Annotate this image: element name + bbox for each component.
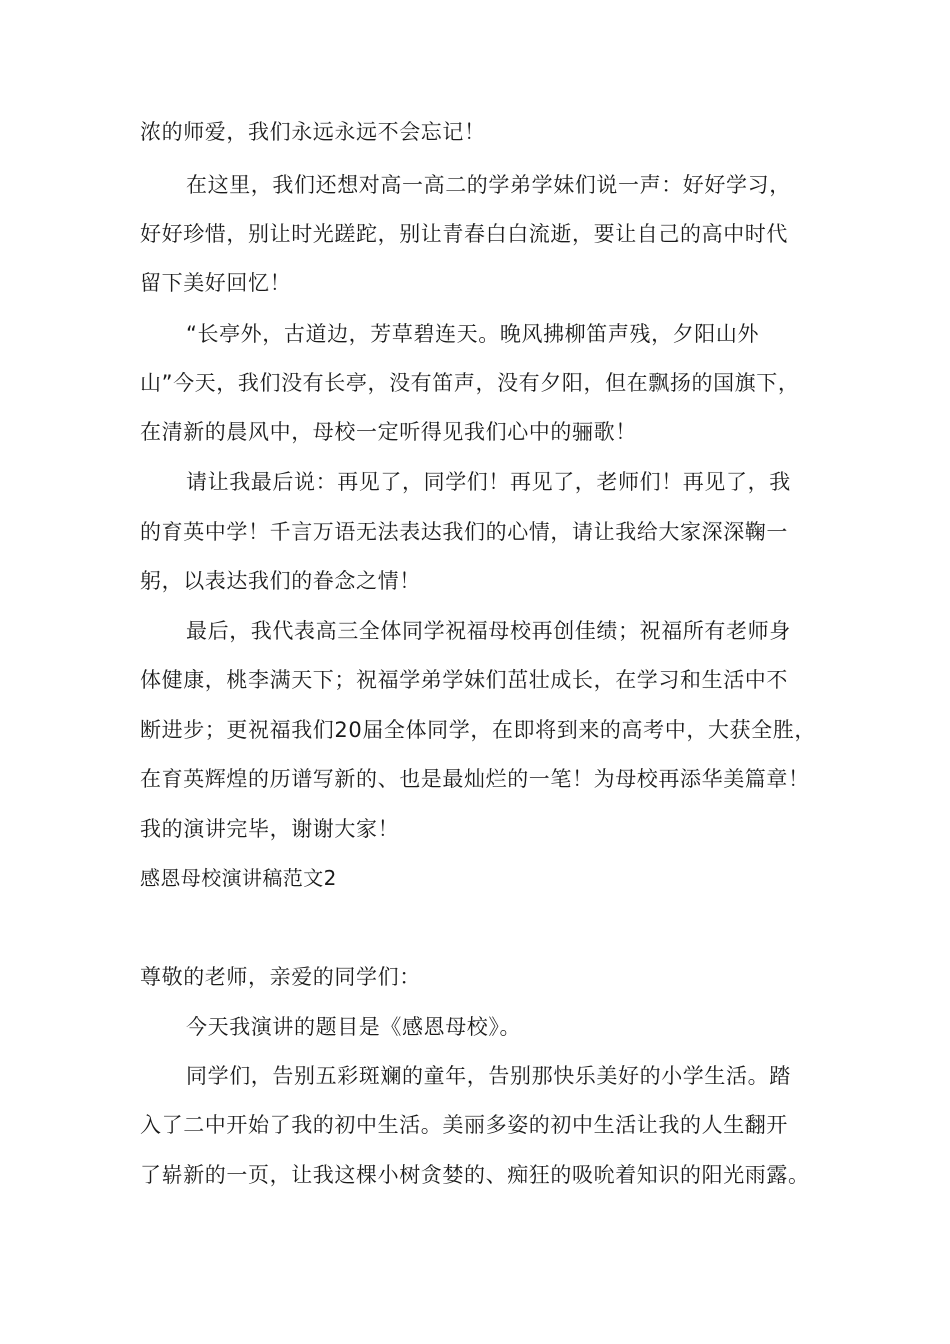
paragraph-line: 我的演讲完毕，谢谢大家！: [140, 817, 400, 841]
salutation: 尊敬的老师，亲爱的同学们：: [140, 965, 421, 989]
paragraph-line: 在这里，我们还想对高一高二的学弟学妹们说一声：好好学习，: [186, 173, 791, 197]
paragraph-line: 入了二中开始了我的初中生活。美丽多姿的初中生活让我的人生翻开: [140, 1113, 788, 1137]
section-title: 感恩母校演讲稿范文2: [140, 866, 337, 890]
paragraph-line: 好好珍惜，别让时光蹉跎，别让青春白白流逝，要让自己的高中时代: [140, 222, 788, 246]
paragraph-line: 浓的师爱，我们永远永远不会忘记！: [140, 120, 486, 144]
paragraph-line: 体健康，桃李满天下；祝福学弟学妹们茁壮成长，在学习和生活中不: [140, 668, 788, 692]
paragraph-line: “长亭外，古道边，芳草碧连天。晚风拂柳笛声残，夕阳山外: [186, 322, 760, 346]
paragraph-line: 在清新的晨风中，母校一定听得见我们心中的骊歌！: [140, 420, 637, 444]
paragraph-line: 的育英中学！千言万语无法表达我们的心情，请让我给大家深深鞠一: [140, 520, 788, 544]
paragraph-line: 留下美好回忆！: [140, 271, 292, 295]
paragraph-line: 请让我最后说：再见了，同学们！再见了，老师们！再见了，我: [186, 470, 791, 494]
paragraph-line: 躬，以表达我们的眷念之情！: [140, 569, 421, 593]
paragraph-line: 断进步；更祝福我们20届全体同学，在即将到来的高考中，大获全胜，: [140, 718, 816, 742]
paragraph-line: 今天我演讲的题目是《感恩母校》。: [186, 1015, 522, 1039]
paragraph-line: 在育英辉煌的历谱写新的、也是最灿烂的一笔！为母校再添华美篇章！: [140, 767, 810, 791]
paragraph-line: 了崭新的一页，让我这棵小树贪婪的、痴狂的吸吮着知识的阳光雨露。: [140, 1163, 810, 1187]
paragraph-line: 同学们，告别五彩斑斓的童年，告别那快乐美好的小学生活。踏: [186, 1064, 791, 1088]
paragraph-line: 山”今天，我们没有长亭，没有笛声，没有夕阳，但在飘扬的国旗下，: [140, 371, 800, 395]
paragraph-line: 最后，我代表高三全体同学祝福母校再创佳绩；祝福所有老师身: [186, 619, 791, 643]
